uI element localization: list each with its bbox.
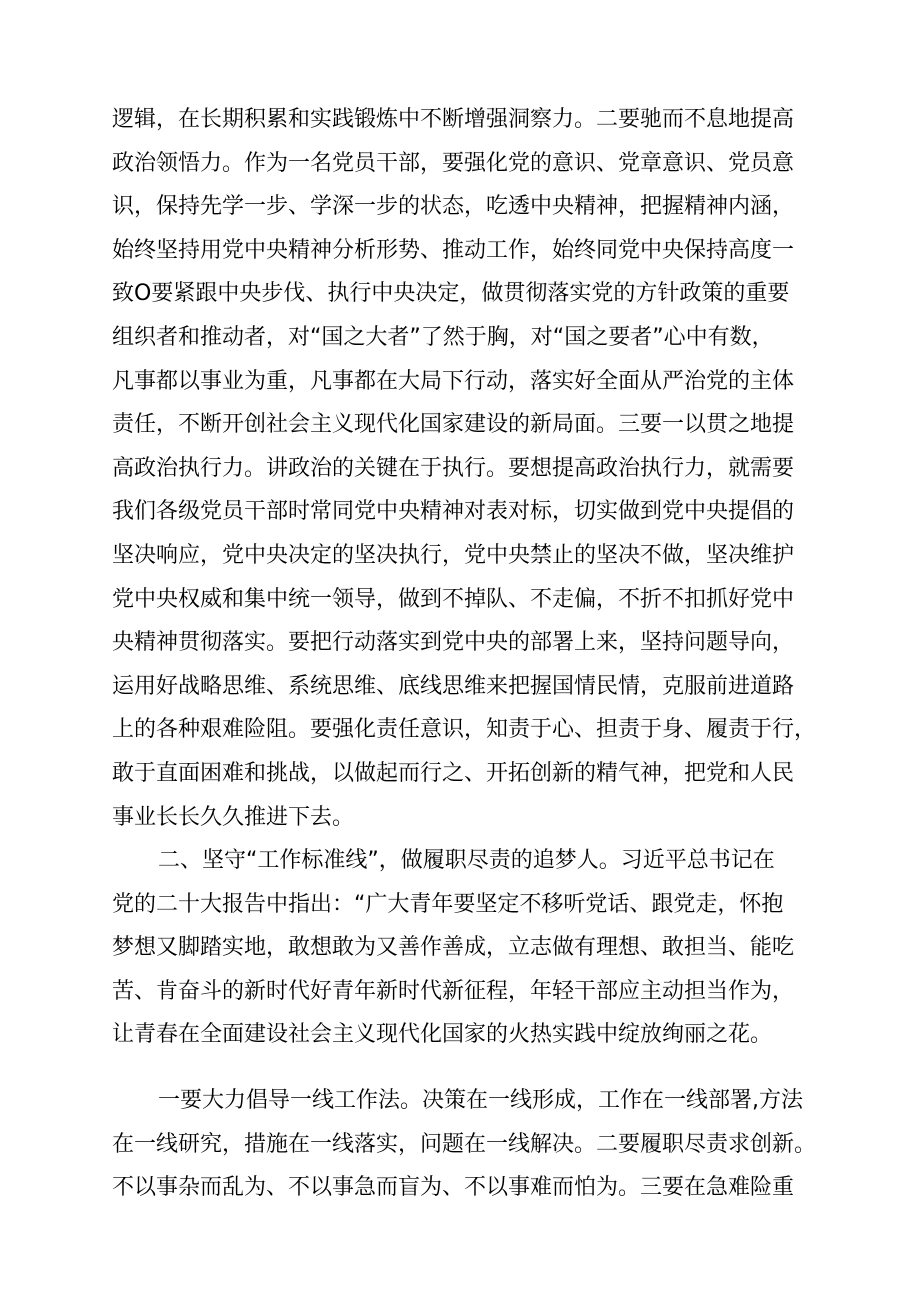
text-line: 始终坚持用党中央精神分析形势、推动工作，始终同党中央保持高度一 — [112, 237, 795, 263]
text-line: 政治领悟力。作为一名党员干部，要强化党的意识、党章意识、党员意 — [112, 150, 795, 176]
text-line: 坚决响应，党中央决定的坚决执行，党中央禁止的坚决不做，坚决维护 — [112, 542, 795, 568]
text-line: 组织者和推动者，对“国之大者”了然于胸，对“国之要者”心中有数， — [112, 324, 774, 350]
text-line: 梦想又脚踏实地，敢想敢为又善作善成，立志做有理想、敢担当、能吃 — [112, 935, 795, 961]
text-line: 苦、肯奋斗的新时代好青年新时代新征程，年轻干部应主动担当作为， — [112, 978, 795, 1004]
text-line: 敢于直面困难和挑战，以做起而行之、开拓创新的精气神，把党和人民 — [112, 760, 795, 786]
text-line: 在一线研究，措施在一线落实，问题在一线解决。二要履职尽责求创新。 — [112, 1131, 817, 1157]
text-line: 事业长长久久推进下去。 — [112, 804, 355, 830]
text-line: 不以事杂而乱为、不以事急而盲为、不以事难而怕为。三要在急难险重 — [112, 1175, 795, 1201]
text-line: 运用好战略思维、系统思维、底线思维来把握国情民情，克服前进道路 — [112, 673, 795, 699]
paragraph-2 — [112, 839, 857, 1057]
text-line: 高政治执行力。讲政治的关键在于执行。要想提高政治执行力，就需要 — [112, 455, 795, 481]
text-line: 凡事都以事业为重，凡事都在大局下行动，落实好全面从严治党的主体 — [112, 368, 795, 394]
text-line: 我们各级党员干部时常同党中央精神对表对标，切实做到党中央提倡的 — [112, 499, 795, 525]
paragraph-1 — [112, 98, 857, 839]
text-line: 让青春在全面建设社会主义现代化国家的火热实践中绽放绚丽之花。 — [112, 1022, 773, 1048]
text-line: 识，保持先学一步、学深一步的状态，吃透中央精神，把握精神内涵， — [112, 194, 795, 220]
text-line: 央精神贯彻落实。要把行动落实到党中央的部署上来，坚持问题导向， — [112, 630, 795, 656]
text-line: 上的各种艰难险阻。要强化责任意识，知责于心、担责于身、履责于行， — [112, 717, 817, 743]
text-line: 责任，不断开创社会主义现代化国家建设的新局面。三要一以贯之地提 — [112, 412, 795, 438]
text-line: 致O要紧跟中央步伐、执行中央决定，做贯彻落实党的方针政策的重要 — [112, 281, 790, 307]
paragraph-3 — [112, 1079, 857, 1210]
document-body — [112, 98, 857, 1210]
text-line: 党中央权威和集中统一领导，做到不掉队、不走偏，不折不扣抓好党中 — [112, 586, 795, 612]
paragraph-spacer — [112, 1057, 857, 1079]
text-line: 党的二十大报告中指出：“广大青年要坚定不移听党话、跟党走，怀抱 — [112, 891, 784, 917]
text-line: 二、坚守“工作标准线”，做履职尽责的追梦人。习近平总书记在 — [158, 848, 775, 874]
text-line: 一要大力倡导一线工作法。决策在一线形成，工作在一线部署,方法 — [158, 1088, 803, 1114]
text-line: 逻辑，在长期积累和实践锻炼中不断增强洞察力。二要驰而不息地提高 — [112, 107, 795, 132]
